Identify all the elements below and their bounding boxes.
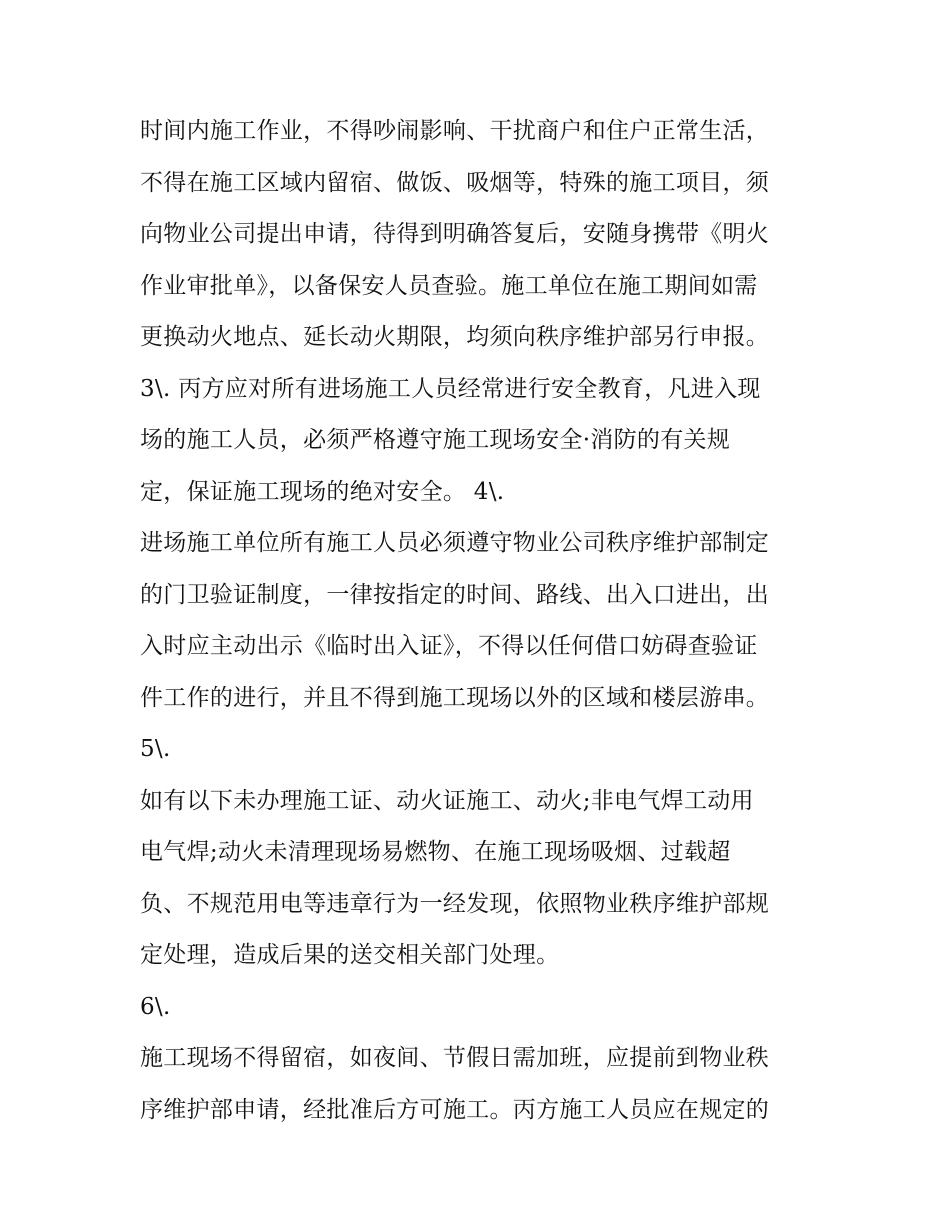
- text-line: 序维护部申请，经批准后方可施工。丙方施工人员应在规定的: [140, 1096, 770, 1123]
- text-line: 如有以下未办理施工证、动火证施工、动火;非电气焊工动用: [140, 787, 754, 814]
- text-line: 场的施工人员，必须严格遵守施工现场安全·消防的有关规: [140, 427, 731, 453]
- text-line: 定处理，造成后果的送交相关部门处理。: [140, 942, 560, 968]
- text-line: 不得在施工区域内留宿、做饭、吸烟等，特殊的施工项目，须: [140, 169, 770, 196]
- text-line: 电气焊;动火未清理现场易燃物、在施工现场吸烟、过载超: [140, 839, 731, 865]
- text-line: 作业审批单》，以备保安人员查验。施工单位在施工期间如需: [140, 272, 758, 299]
- text-line: 向物业公司提出申请，待得到明确答复后，安随身携带《明火: [140, 221, 770, 247]
- text-line: 施工现场不得留宿，如夜间、节假日需加班，应提前到物业秩: [140, 1045, 770, 1071]
- text-line: 负、不规范用电等违章行为一经发现，依照物业秩序维护部规: [140, 890, 770, 917]
- text-line: 6\.: [140, 993, 171, 1020]
- text-line: 3\. 丙方应对所有进场施工人员经常进行安全教育，凡进入现: [140, 375, 761, 402]
- text-line: 更换动火地点、延长动火期限，均须向秩序维护部另行申报。: [140, 324, 770, 350]
- body-text: [140, 106, 830, 1136]
- text-line: 件工作的进行，并且不得到施工现场以外的区域和楼层游串。: [140, 684, 770, 711]
- text-line: 时间内施工作业，不得吵闹影响、干扰商户和住户正常生活，: [140, 118, 770, 144]
- text-line: 的门卫验证制度，一律按指定的时间、路线、出入口进出，出: [140, 581, 770, 608]
- text-line: 入时应主动出示《临时出入证》，不得以任何借口妨碍查验证: [140, 633, 758, 659]
- text-line: 进场施工单位所有施工人员必须遵守物业公司秩序维护部制定: [140, 530, 770, 556]
- text-line: 5\.: [140, 736, 171, 762]
- text-line: 定，保证施工现场的绝对安全。 4\.: [140, 478, 505, 505]
